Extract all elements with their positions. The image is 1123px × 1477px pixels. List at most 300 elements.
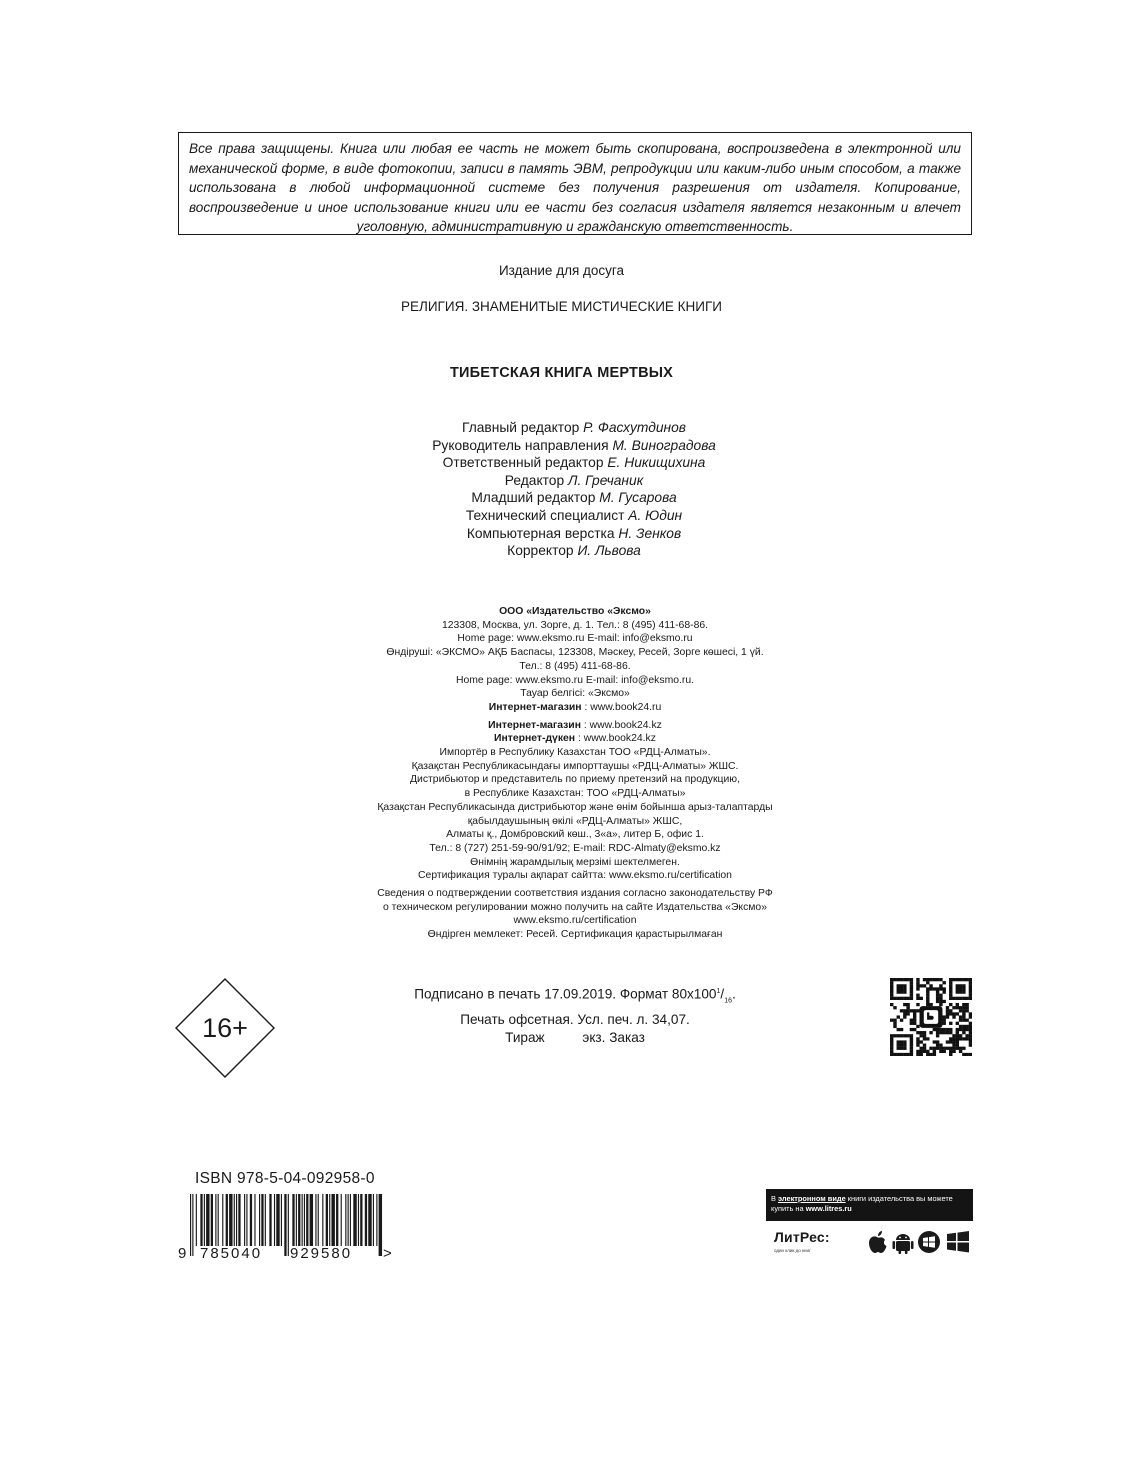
qr-module — [959, 1025, 962, 1028]
qr-module — [910, 1047, 913, 1050]
barcode-digits-right: 929580 — [290, 1245, 353, 1262]
qr-module — [962, 1012, 965, 1015]
barcode-bar — [218, 1194, 219, 1246]
qr-module — [939, 1047, 942, 1050]
qr-module — [893, 1034, 896, 1037]
barcode-bar — [336, 1194, 338, 1246]
qr-module — [923, 1037, 926, 1040]
qr-module — [920, 1047, 923, 1050]
qr-module — [890, 997, 893, 1000]
series-title: РЕЛИГИЯ. ЗНАМЕНИТЫЕ МИСТИЧЕСКИЕ КНИГИ — [400, 299, 722, 314]
qr-module — [933, 978, 936, 981]
qr-module — [959, 987, 962, 990]
qr-module — [897, 978, 900, 981]
qr-module — [952, 1047, 955, 1050]
qr-module — [956, 1031, 959, 1034]
barcode-bar — [322, 1194, 323, 1246]
barcode-end-mark: > — [383, 1245, 392, 1262]
qr-module — [916, 984, 919, 987]
qr-module — [969, 978, 972, 981]
credit-line: Ответственный редактор Е. Никищихина — [442, 455, 706, 471]
qr-module — [965, 1025, 968, 1028]
qr-module — [952, 1012, 955, 1015]
imprint-block — [0, 605, 1123, 942]
qr-module — [939, 1044, 942, 1047]
qr-module — [959, 997, 962, 1000]
qr-module — [949, 987, 952, 990]
qr-module — [949, 1050, 952, 1053]
imprint-line: Сертификация туралы ақпарат сайтта: www.eksmo.ru/certification — [418, 870, 732, 882]
qr-module — [906, 1053, 909, 1056]
qr-module — [906, 1006, 909, 1009]
qr-module — [952, 1034, 955, 1037]
barcode-bar — [200, 1194, 202, 1246]
qr-module — [897, 1015, 900, 1018]
qr-module — [890, 981, 893, 984]
qr-module — [926, 978, 929, 981]
barcode-bar — [315, 1194, 316, 1246]
qr-module — [962, 1025, 965, 1028]
qr-module — [962, 984, 965, 987]
qr-module — [969, 997, 972, 1000]
qr-module — [936, 1047, 939, 1050]
qr-module — [916, 1044, 919, 1047]
qr-module — [936, 1040, 939, 1043]
qr-module — [962, 987, 965, 990]
credit-line: Младший редактор М. Гусарова — [471, 490, 677, 506]
qr-module — [910, 997, 913, 1000]
credit-line: Главный редактор Р. Фасхутдинов — [462, 420, 686, 435]
barcode-bar — [379, 1194, 382, 1256]
qr-module — [916, 994, 919, 997]
qr-module — [903, 1034, 906, 1037]
publisher-name: ООО «Издательство «Эксмо» — [499, 606, 651, 617]
qr-module — [965, 1019, 968, 1022]
qr-module — [926, 1000, 929, 1003]
barcode-bar — [192, 1194, 193, 1256]
qr-module — [893, 1025, 896, 1028]
apple-icon — [869, 1231, 887, 1253]
qr-module — [959, 1037, 962, 1040]
barcode-bar — [350, 1194, 351, 1246]
qr-module — [952, 1006, 955, 1009]
qr-module — [900, 1044, 903, 1047]
qr-module — [949, 1037, 952, 1040]
qr-module — [903, 997, 906, 1000]
qr-module — [910, 1019, 913, 1022]
qr-module — [952, 978, 955, 981]
barcode-bar — [331, 1194, 334, 1246]
qr-module — [936, 987, 939, 990]
qr-module — [962, 1028, 965, 1031]
qr-module — [939, 978, 942, 981]
qr-module — [926, 987, 929, 990]
qr-module — [929, 1053, 932, 1056]
qr-module — [910, 1037, 913, 1040]
platform-icons — [867, 1229, 971, 1255]
qr-module — [969, 1022, 972, 1025]
qr-module — [962, 1047, 965, 1050]
qr-module — [949, 984, 952, 987]
imprint-line: о техническом регулировании можно получить на сайте Издательства «Эксмо» — [383, 901, 767, 913]
qr-module — [949, 1012, 952, 1015]
qr-module — [949, 1003, 952, 1006]
qr-module — [916, 981, 919, 984]
qr-module — [956, 1028, 959, 1031]
qr-module — [897, 1053, 900, 1056]
qr-module — [910, 1053, 913, 1056]
qr-module — [929, 984, 932, 987]
qr-module — [962, 1019, 965, 1022]
qr-module — [913, 1019, 916, 1022]
qr-module — [916, 1037, 919, 1040]
barcode-bar — [206, 1194, 209, 1246]
barcode-bar — [284, 1194, 286, 1256]
qr-module — [962, 1009, 965, 1012]
barcode-bar — [373, 1194, 374, 1246]
qr-module — [910, 978, 913, 981]
qr-module — [890, 1050, 893, 1053]
qr-module — [920, 984, 923, 987]
qr-module — [959, 984, 962, 987]
qr-module — [920, 1053, 923, 1056]
qr-module — [936, 978, 939, 981]
qr-module — [906, 1012, 909, 1015]
qr-module — [910, 981, 913, 984]
qr-module — [903, 984, 906, 987]
barcode-bar — [306, 1194, 308, 1246]
qr-module — [959, 1009, 962, 1012]
qr-module — [926, 997, 929, 1000]
qr-module — [897, 1034, 900, 1037]
barcode-bar — [190, 1194, 191, 1256]
imprint-line: Дистрибьютор и представитель по приему претензий на продукцию, — [410, 774, 740, 786]
barcode-bar — [298, 1194, 300, 1246]
imprint-line: Home page: www.eksmo.ru E-mail: info@eksmo.ru. — [455, 674, 695, 686]
barcode-bar — [259, 1194, 260, 1246]
qr-module — [900, 997, 903, 1000]
qr-module — [890, 1037, 893, 1040]
qr-module — [916, 1025, 919, 1028]
qr-module — [949, 1028, 952, 1031]
qr-module — [897, 1028, 900, 1031]
qr-module — [962, 1031, 965, 1034]
windows-icon — [947, 1231, 969, 1253]
qr-module — [952, 1050, 955, 1053]
qr-module — [910, 994, 913, 997]
qr-module — [900, 1034, 903, 1037]
qr-module — [969, 987, 972, 990]
qr-module — [900, 978, 903, 981]
qr-module — [952, 1015, 955, 1018]
barcode-bar — [234, 1194, 235, 1246]
qr-module — [942, 1047, 945, 1050]
qr-module — [936, 1028, 939, 1031]
qr-module — [956, 1047, 959, 1050]
qr-module — [893, 1053, 896, 1056]
imprint-line: Сведения о подтверждении соответствия издания согласно законодательству РФ — [377, 888, 773, 900]
barcode-bar — [345, 1194, 346, 1246]
qr-module — [903, 987, 906, 990]
qr-module — [900, 1053, 903, 1056]
qr-module — [910, 1009, 913, 1012]
qr-module — [920, 1040, 923, 1043]
qr-module — [903, 1044, 906, 1047]
qr-module — [890, 1040, 893, 1043]
barcode-bar — [261, 1194, 263, 1246]
qr-module — [942, 1019, 945, 1022]
qr-module — [952, 1044, 955, 1047]
qr-module — [942, 990, 945, 993]
barcode-bar — [376, 1194, 377, 1246]
qr-module — [910, 1050, 913, 1053]
qr-module — [946, 1028, 949, 1031]
qr-module — [956, 1044, 959, 1047]
qr-module — [969, 981, 972, 984]
qr-module — [916, 997, 919, 1000]
barcode-bar — [348, 1194, 349, 1246]
qr-module — [893, 1019, 896, 1022]
windows-phone-icon — [918, 1231, 940, 1253]
qr-module — [952, 1037, 955, 1040]
qr-module — [916, 978, 919, 981]
qr-module — [969, 1025, 972, 1028]
qr-module — [965, 1009, 968, 1012]
qr-module — [936, 1044, 939, 1047]
qr-module — [906, 1034, 909, 1037]
barcode-bar — [288, 1194, 289, 1256]
qr-module — [949, 1047, 952, 1050]
barcode-bar — [215, 1194, 216, 1246]
qr-module — [893, 978, 896, 981]
qr-module — [929, 1031, 932, 1034]
qr-module — [910, 984, 913, 987]
barcode-bar — [196, 1194, 197, 1246]
qr-module — [949, 1040, 952, 1043]
imprint-line: www.eksmo.ru/certification — [513, 915, 637, 927]
litres-slogan: один клик до книг — [774, 1248, 811, 1253]
qr-module — [890, 1053, 893, 1056]
qr-module — [959, 1019, 962, 1022]
qr-module — [900, 984, 903, 987]
print-run-line: Тираж экз. Заказ — [505, 1030, 645, 1046]
barcode-bar — [265, 1194, 266, 1246]
imprint-line: Қазақстан Республикасында дистрибьютор және өнім бойынша арыз-талаптарды — [377, 801, 773, 813]
imprint-line: Тел.: 8 (727) 251-59-90/91/92; E-mail: RDC-Almaty@eksmo.kz — [429, 842, 721, 854]
qr-module — [969, 1012, 972, 1015]
qr-module — [962, 1037, 965, 1040]
qr-module — [923, 1050, 926, 1053]
qr-module — [903, 1012, 906, 1015]
qr-module — [910, 1034, 913, 1037]
qr-module — [956, 1022, 959, 1025]
qr-module — [913, 1009, 916, 1012]
barcode-bar — [304, 1194, 305, 1246]
age-rating-text: 16+ — [202, 1013, 248, 1043]
qr-module — [923, 1031, 926, 1034]
qr-module — [959, 1006, 962, 1009]
qr-module — [893, 1006, 896, 1009]
qr-module — [959, 1028, 962, 1031]
qr-module — [965, 978, 968, 981]
qr-module — [946, 1047, 949, 1050]
qr-module — [969, 1034, 972, 1037]
qr-module — [959, 978, 962, 981]
qr-module — [956, 1003, 959, 1006]
qr-module — [926, 994, 929, 997]
barcode-bar — [281, 1194, 282, 1246]
qr-module — [900, 990, 903, 993]
qr-module — [946, 1009, 949, 1012]
qr-module — [900, 1047, 903, 1050]
qr-module — [897, 1044, 900, 1047]
qr-module — [949, 997, 952, 1000]
online-shop-kz-kazakh: Интернет-дүкен : www.book24.kz — [494, 733, 656, 745]
qr-module — [965, 1037, 968, 1040]
qr-module — [903, 990, 906, 993]
barcode-bar — [341, 1194, 342, 1246]
litres-banner: В электронном виде книги издательства вы можете купить на www.litres.ru — [766, 1189, 973, 1221]
barcode-bar — [246, 1194, 247, 1246]
qr-module — [920, 1031, 923, 1034]
qr-module — [962, 1006, 965, 1009]
qr-module — [939, 1031, 942, 1034]
barcode-bar — [254, 1194, 255, 1246]
qr-module — [910, 1044, 913, 1047]
qr-module — [916, 1053, 919, 1056]
credit-line: Руководитель направления М. Виноградова — [432, 437, 716, 453]
barcode-bar — [360, 1194, 362, 1246]
qr-module — [959, 990, 962, 993]
imprint-line: Тел.: 8 (495) 411-68-86. — [519, 660, 631, 672]
qr-module — [962, 1053, 965, 1056]
barcode-bar — [222, 1194, 223, 1246]
qr-module — [942, 1015, 945, 1018]
qr-module — [946, 1040, 949, 1043]
qr-module — [959, 1034, 962, 1037]
qr-module — [962, 997, 965, 1000]
qr-module — [890, 994, 893, 997]
qr-module — [913, 1015, 916, 1018]
qr-module — [956, 984, 959, 987]
barcode-bar — [229, 1194, 232, 1246]
qr-module — [946, 1031, 949, 1034]
qr-module — [949, 981, 952, 984]
barcode-bar — [368, 1194, 371, 1246]
edition-type: Издание для досуга — [498, 263, 625, 278]
qr-module — [900, 1019, 903, 1022]
qr-module — [890, 987, 893, 990]
qr-module — [962, 1015, 965, 1018]
barcode-bar — [292, 1194, 294, 1246]
qr-module — [903, 1009, 906, 1012]
litres-promo — [766, 1189, 973, 1261]
imprint-line: Тауар белгісі: «Эксмо» — [520, 688, 630, 700]
qr-module — [939, 987, 942, 990]
qr-module — [923, 1044, 926, 1047]
qr-module — [890, 1047, 893, 1050]
imprint-line: Импортёр в Республику Казахстан ТОО «РДЦ-Алматы». — [439, 747, 711, 759]
qr-module — [969, 1053, 972, 1056]
qr-module — [933, 987, 936, 990]
qr-module — [903, 978, 906, 981]
qr-module — [952, 997, 955, 1000]
qr-module — [936, 1000, 939, 1003]
qr-module — [956, 1037, 959, 1040]
qr-module — [910, 1028, 913, 1031]
qr-module — [929, 978, 932, 981]
online-shop-kz: Интернет-магазин : www.book24.kz — [488, 719, 662, 731]
qr-module — [959, 1050, 962, 1053]
qr-module — [906, 1009, 909, 1012]
qr-module — [910, 1040, 913, 1043]
qr-module — [900, 987, 903, 990]
qr-module — [903, 1040, 906, 1043]
qr-module — [936, 997, 939, 1000]
barcode-bar — [326, 1194, 328, 1246]
qr-module — [923, 1047, 926, 1050]
qr-module — [893, 997, 896, 1000]
isbn-number: ISBN 978-5-04-092958-0 — [195, 1170, 375, 1187]
qr-module — [897, 1047, 900, 1050]
barcode-bar — [358, 1194, 359, 1246]
qr-module — [923, 984, 926, 987]
barcode-bar — [365, 1194, 367, 1246]
imprint-line: Home page: www.eksmo.ru E-mail: info@eksmo.ru — [457, 633, 693, 645]
qr-module — [936, 1031, 939, 1034]
qr-module — [939, 984, 942, 987]
qr-module — [956, 997, 959, 1000]
qr-module — [939, 1028, 942, 1031]
android-icon — [893, 1234, 914, 1254]
qr-module — [942, 1028, 945, 1031]
qr-module — [949, 1031, 952, 1034]
qr-module — [946, 1015, 949, 1018]
barcode-bar — [244, 1194, 245, 1246]
qr-module — [916, 1050, 919, 1053]
qr-module — [949, 990, 952, 993]
qr-module — [926, 1050, 929, 1053]
qr-module — [890, 990, 893, 993]
qr-module — [962, 978, 965, 981]
online-shop-ru: Интернет-магазин : www.book24.ru — [488, 701, 662, 713]
qr-module — [942, 1000, 945, 1003]
print-info — [300, 983, 850, 1047]
qr-module — [910, 987, 913, 990]
qr-module — [916, 1031, 919, 1034]
qr-module — [913, 1012, 916, 1015]
qr-module — [936, 990, 939, 993]
qr-module — [933, 1028, 936, 1031]
qr-module — [956, 990, 959, 993]
qr-module — [916, 1040, 919, 1043]
barcode-bar — [276, 1194, 279, 1246]
qr-module — [949, 1053, 952, 1056]
qr-module — [939, 1003, 942, 1006]
age-rating-badge — [175, 978, 275, 1078]
qr-module — [913, 1028, 916, 1031]
imprint-line: Өндірген мемлекет: Ресей. Сертификация қарастырылмаған — [427, 929, 723, 941]
qr-module — [956, 987, 959, 990]
qr-module — [965, 1028, 968, 1031]
barcode-bar — [274, 1194, 275, 1246]
litres-logo: ЛитРес: — [774, 1229, 830, 1245]
qr-module — [890, 1019, 893, 1022]
qr-module — [890, 984, 893, 987]
barcode-bar — [318, 1194, 319, 1246]
qr-module — [952, 1040, 955, 1043]
qr-module — [920, 1034, 923, 1037]
